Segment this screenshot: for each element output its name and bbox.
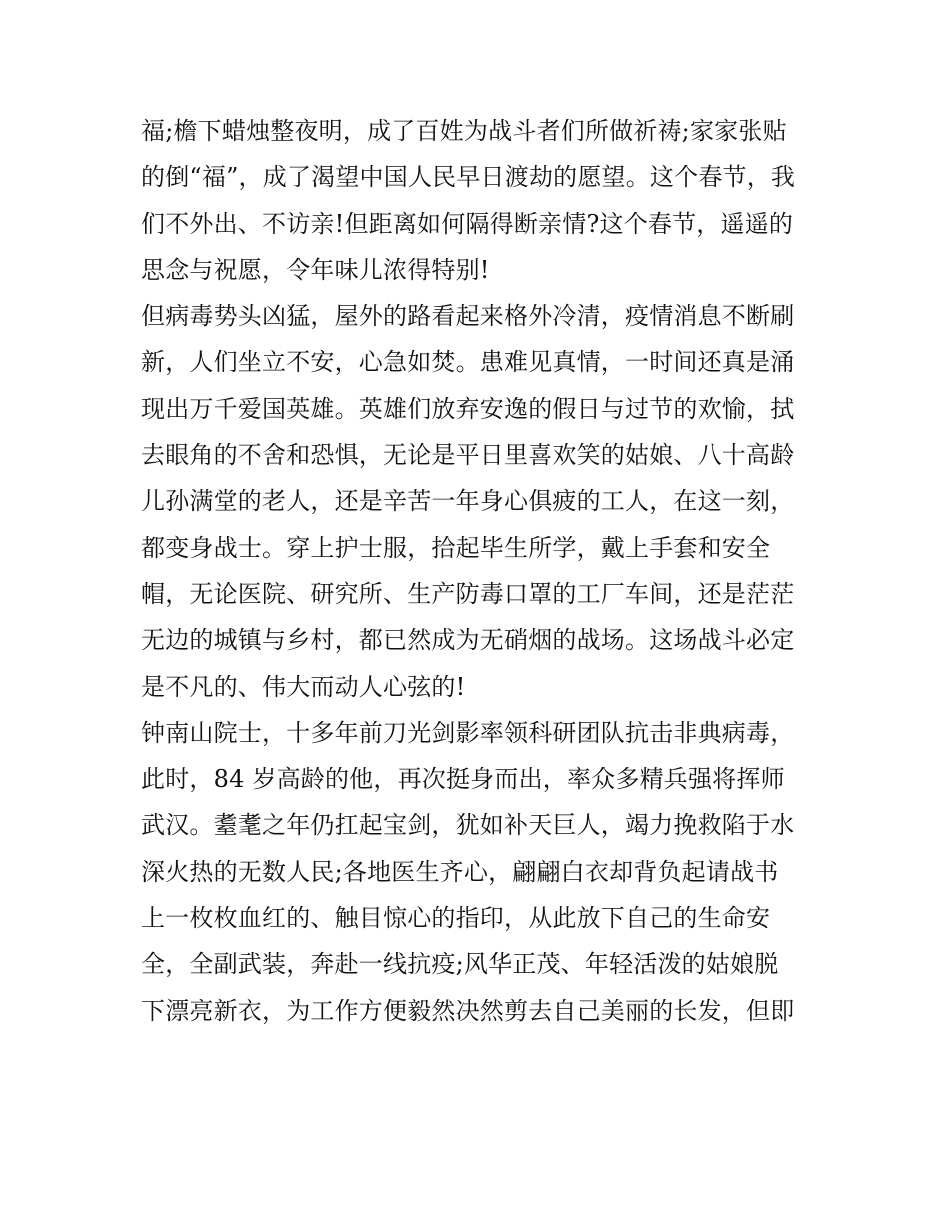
- body-text: [141, 108, 821, 1034]
- text-line: 武汉。耋耄之年仍扛起宝剑，犹如补天巨人，竭力挽救陷于水: [141, 811, 795, 840]
- text-line: 无边的城镇与乡村，都已然成为无硝烟的战场。这场战斗必定: [141, 626, 795, 655]
- text-line: 全，全副武装，奔赴一线抗疫;风华正茂、年轻活泼的姑娘脱: [141, 950, 779, 979]
- text-line: 去眼角的不舍和恐惧，无论是平日里喜欢笑的姑娘、八十高龄: [141, 441, 795, 470]
- text-line: 钟南山院士，十多年前刀光剑影率领科研团队抗击非典病毒，: [141, 718, 795, 747]
- text-line: 都变身战士。穿上护士服，拾起毕生所学，戴上手套和安全: [141, 533, 771, 562]
- text-line: 的倒“福”，成了渴望中国人民早日渡劫的愿望。这个春节，我: [141, 163, 796, 192]
- text-line: 上一枚枚血红的、触目惊心的指印，从此放下自己的生命安: [141, 904, 771, 933]
- text-line: 现出万千爱国英雄。英雄们放弃安逸的假日与过节的欢愉，拭: [141, 394, 795, 423]
- text-line: 们不外出、不访亲!但距离如何隔得断亲情?这个春节，遥遥的: [141, 209, 794, 238]
- text-line: 福;檐下蜡烛整夜明，成了百姓为战斗者们所做祈祷;家家张贴: [141, 117, 787, 145]
- text-line: 儿孙满堂的老人，还是辛苦一年身心俱疲的工人，在这一刻，: [141, 487, 795, 516]
- text-line: 深火热的无数人民;各地医生齐心，翩翩白衣却背负起请战书: [141, 857, 779, 886]
- text-line: 此时，84 岁高龄的他，再次挺身而出，率众多精兵强将挥师: [141, 765, 785, 794]
- text-line: 帽，无论医院、研究所、生产防毒口罩的工厂车间，还是茫茫: [141, 579, 795, 608]
- text-line: 是不凡的、伟大而动人心弦的!: [141, 672, 466, 701]
- text-line: 下漂亮新衣，为工作方便毅然决然剪去自己美丽的长发，但即: [141, 996, 795, 1025]
- text-line: 新，人们坐立不安，心急如焚。患难见真情，一时间还真是涌: [141, 348, 795, 377]
- text-line: 但病毒势头凶猛，屋外的路看起来格外冷清，疫情消息不断刷: [141, 302, 795, 331]
- text-line: 思念与祝愿，令年味儿浓得特别!: [141, 255, 490, 284]
